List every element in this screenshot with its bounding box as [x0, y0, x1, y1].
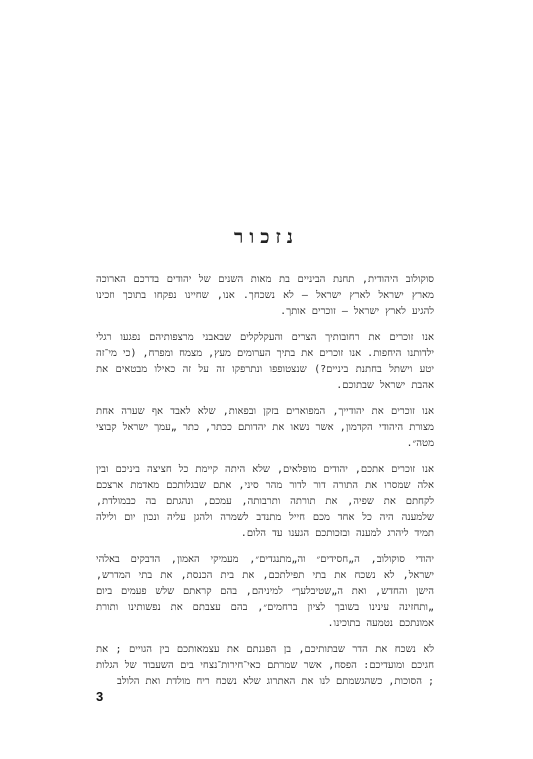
paragraph: אנו זוכרים את רחובותיך הצרים והעקלקלים שבאבני מרצפותיהם נפגעו רגלי ילדותנו היחפות. אנו זוכרים את בתיך הערומים מעץ, מצמח ומפרח, (כי מי־זה יטע וישתל בחתנת ביניים?) שנצטופפו ונתרפקו זה על זה כאילו מבטאים את אהבת ישראל שבתוכם. [96, 332, 434, 391]
paragraph: יהודי סוקולוב, ה„חסידים״ וה„מתנגדים״, מעמיקי האמון, הדבקים באלהי ישראל, לא נשכח את בתי תפילתכם, את בית הכנסת, את בתי המדרש, הישן והחדש, ואת ה„שטיבלעך״ למיניהם, בהם קראתם שלש פעמים ביום „ותחזינה עינינו בשובך לציון ברחמים״, בהם עצבתם את נפשותינו ותורת אמונתכם נטמעה בתוכינו. [96, 554, 435, 629]
page-number: 3 [96, 689, 104, 704]
paragraph: לא נשכח את הדר שבתותיכם, בן הפגנתם את עצמאותכם בין הגויים ; את חגיכם ומועדיכם: הפסח, אשר שמרתם כאי־חירות־נצחי בים השעבוד של הגלות ; הסוכות, כשהגשמתם לנו את האתרוג שלא נשכח ריח מולדת ואת הלולב [96, 644, 434, 687]
paragraph: אנו זוכרים אתכם, יהודים מופלאים, שלא היתה קיימת כל חציצה ביניכם ובין אלה שמסרו את התורה דור לדור מהר סיני, אתם שבגלותכם מאדמת ארצכם לקחתם את שפיה, את תורתה ותרבותה, עמכם, ונהגתם בה כבמולדת, שלמענה היה כל אחד מכם חייל מתנדב לשמרה ולהגן עליה ונכון יום ולילה תמיד ליהרג למענה ובזכותכם הגענו עד הלום. [96, 464, 434, 539]
page-title: נזכור [234, 226, 299, 248]
body-text [96, 272, 434, 700]
paragraph: אנו זוכרים את יהודייך, המפוארים בזקן ובפאות, שלא לאבד אף שערה אחת מצורת היהודי הקדמון, אשר נשאו את יהדותם ככתר, כתר „עמך ישראל קבוצי מטה״. [96, 406, 434, 449]
paragraph: סוקולוב היהודית, תחנת הביניים בת מאות השנים של יהודים בדרכם הארוכה מארץ ישראל לארץ ישראל — לא נשכחך. אנו, שחיינו נפקחו בתוכך וזכינו להגיע לארץ ישראל — זוכרים אותך. [96, 274, 434, 317]
